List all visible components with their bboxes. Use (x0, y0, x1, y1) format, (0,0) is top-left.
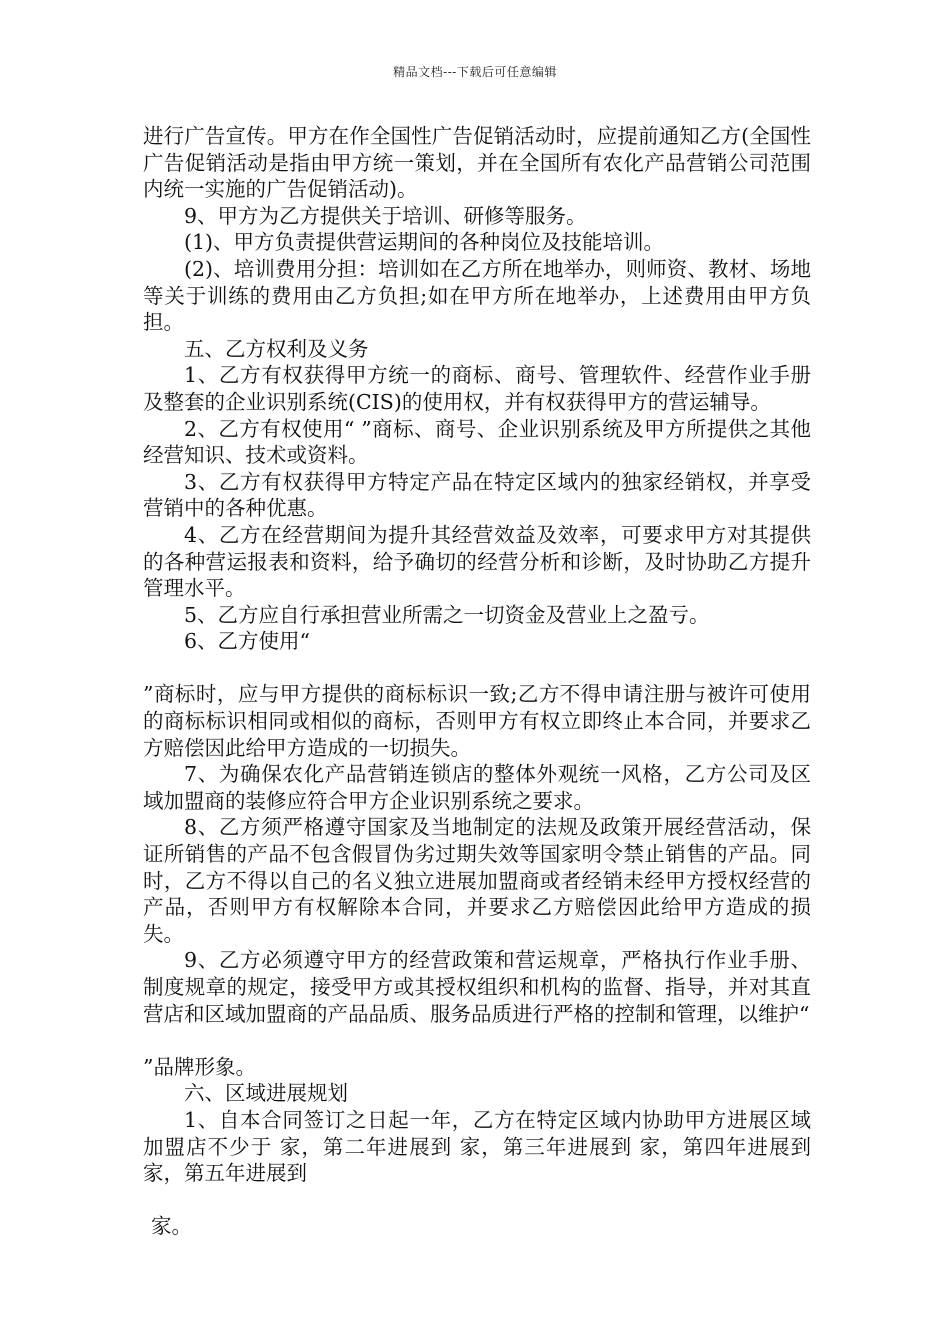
paragraph-right-3: 3、乙方有权获得甲方特定产品在特定区域内的独家经销权，并享受营销中的各种优惠。 (143, 469, 811, 521)
paragraph-right-7: 7、为确保农化产品营销连锁店的整体外观统一风格，乙方公司及区域加盟商的装修应符合甲方企业识别系统之要求。 (143, 762, 811, 813)
paragraph-right-8: 8、乙方须严格遵守国家及当地制定的法规及政策开展经营活动，保证所销售的产品不包含假冒伪劣过期失效等国家明令禁止销售的产品。同时，乙方不得以自己的名义独立进展加盟商或者经销未经甲方授权经营的产品，否则甲方有权解除本合同，并要求乙方赔偿因此给甲方造成的损失。 (143, 815, 811, 946)
paragraph-training-1: (1)、甲方负责提供营运期间的各种岗位及技能培训。 (184, 230, 665, 255)
paragraph-right-9-cont: ”品牌形象。 (143, 1054, 256, 1079)
blank-line (143, 1027, 811, 1054)
paragraph-right-4: 4、乙方在经营期间为提升其经营效益及效率，可要求甲方对其提供的各种营运报表和资料，给予确切的经营分析和诊断，及时协助乙方提升管理水平。 (143, 522, 811, 601)
blank-line (143, 1187, 811, 1214)
paragraph-right-6: 6、乙方使用“ (184, 629, 311, 654)
paragraph-plan-1: 1、自本合同签订之日起一年，乙方在特定区域内协助甲方进展区域加盟店不少于 家，第二年进展到 家，第三年进展到 家，第四年进展到 家，第五年进展到 (143, 1107, 811, 1186)
paragraph-training-service: 9、甲方为乙方提供关于培训、研修等服务。 (184, 203, 587, 228)
blank-line (143, 655, 811, 682)
paragraph-right-9: 9、乙方必须遵守甲方的经营政策和营运规章，严格执行作业手册、制度规章的规定，接受甲方或其授权组织和机构的监督、指导，并对其直营店和区域加盟商的产品品质、服务品质进行严格的控制和管理，以维护“ (143, 948, 811, 1026)
section-heading-5: 五、乙方权利及义务 (184, 336, 369, 361)
paragraph-right-6-cont: ”商标时，应与甲方提供的商标标识一致;乙方不得申请注册与被许可使用的商标标识相同或相似的商标，否则甲方有权立即终止本合同，并要求乙方赔偿因此给甲方造成的一切损失。 (143, 682, 811, 760)
paragraph-right-1: 1、乙方有权获得甲方统一的商标、商号、管理软件、经营作业手册及整套的企业识别系统(CIS)的使用权，并有权获得甲方的营运辅导。 (143, 363, 811, 414)
paragraph-ad-notice: 进行广告宣传。甲方在作全国性广告促销活动时，应提前通知乙方(全国性广告促销活动是指由甲方统一策划，并在全国所有农化产品营销公司范围内统一实施的广告促销活动)。 (143, 124, 811, 202)
paragraph-plan-1-cont: 家。 (151, 1214, 192, 1239)
document-body (143, 123, 811, 1240)
paragraph-training-2: (2)、培训费用分担：培训如在乙方所在地举办，则师资、教材、场地等关于训练的费用由乙方负担;如在甲方所在地举办，上述费用由甲方负担。 (143, 256, 811, 335)
section-heading-6: 六、区域进展规划 (184, 1081, 348, 1106)
paragraph-right-5: 5、乙方应自行承担营业所需之一切资金及营业上之盈亏。 (184, 602, 710, 627)
page-header: 精品文档---下载后可任意编辑 (393, 65, 557, 79)
paragraph-right-2: 2、乙方有权使用“ ”商标、商号、企业识别系统及甲方所提供之其他经营知识、技术或资料。 (143, 416, 811, 468)
